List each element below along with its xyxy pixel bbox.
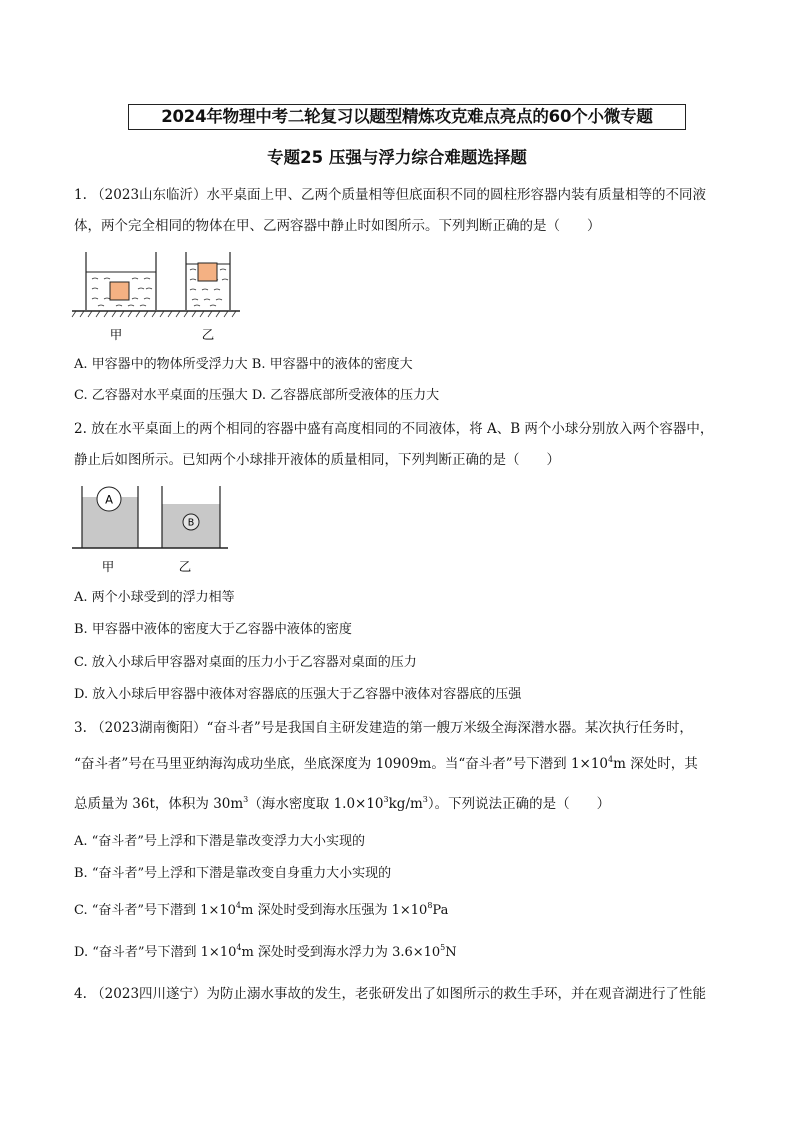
- document-subtitle: 专题25 压强与浮力综合难题选择题: [267, 148, 527, 167]
- q1-option-cd: C. 乙容器对水平桌面的压强大 D. 乙容器底部所受液体的压力大: [74, 388, 440, 403]
- q2-stem-line1: 2. 放在水平桌面上的两个相同的容器中盛有高度相同的不同液体，将 A、B 两个小球分别放入两个容器中，: [74, 421, 714, 437]
- q1-stem-line2: 体，两个完全相同的物体在甲、乙两容器中静止时如图所示。下列判断正确的是（ ）: [74, 218, 601, 234]
- q2-option-c: C. 放入小球后甲容器对桌面的压力小于乙容器对桌面的压力: [74, 655, 417, 670]
- q2-option-d: D. 放入小球后甲容器中液体对容器底的压强大于乙容器中液体对容器底的压强: [74, 687, 522, 702]
- q1-container-left: [86, 252, 156, 310]
- q1-label-right: 乙: [201, 327, 215, 342]
- q2-option-a: A. 两个小球受到的浮力相等: [74, 590, 235, 605]
- q1-option-ab: A. 甲容器中的物体所受浮力大 B. 甲容器中的液体的密度大: [74, 357, 413, 372]
- q3-option-b: B. “奋斗者”号上浮和下潜是靠改变自身重力大小实现的: [74, 866, 392, 881]
- q3-option-d: D. “奋斗者”号下潜到 $1\times 10^4m$ 深处时受到海水浮力为 $3.6\times 10^5N$: [74, 943, 457, 960]
- q3-stem-line2: “奋斗者”号在马里亚纳海沟成功坐底，坐底深度为 10909m。当“奋斗者”号下潜到 $1\times 10^4m$ 深处时，其: [74, 755, 698, 772]
- q2-ball-b-label: B: [187, 517, 195, 529]
- q1-container-right: [186, 252, 230, 310]
- document-main-title: 2024年物理中考二轮复习以题型精炼攻克难点亮点的60个小微专题: [128, 104, 686, 130]
- q2-ball-a-label: A: [105, 492, 113, 507]
- q2-stem-line2: 静止后如图所示。已知两个小球排开液体的质量相同，下列判断正确的是（ ）: [74, 452, 560, 468]
- q2-label-left: 甲: [101, 559, 115, 574]
- q3-stem-line3: 总质量为 36t，体积为 $30m^3$（海水密度取 $1.0\times 10^3kg/m^3$）。下列说法正确的是（ ）: [74, 795, 611, 812]
- q3-stem-line1: 3. （2023湖南衡阳）“奋斗者”号是我国自主研发建造的第一艘万米级全海深潜水器。某次执行任务时，: [74, 720, 693, 736]
- q3-option-a: A. “奋斗者”号上浮和下潜是靠改变浮力大小实现的: [74, 834, 365, 849]
- q4-stem-line1: 4. （2023四川遂宁）为防止溺水事故的发生，老张研发出了如图所示的救生手环，并在观音湖进行了性能: [74, 986, 707, 1002]
- q1-label-left: 甲: [109, 327, 123, 342]
- q2-label-right: 乙: [178, 559, 192, 574]
- q1-figure: [70, 246, 240, 344]
- q3-option-c: C. “奋斗者”号下潜到 $1\times 10^4m$ 深处时受到海水压强为 $1\times 10^8Pa$: [74, 901, 449, 918]
- q2-figure: [70, 483, 230, 575]
- q1-stem-line1: 1. （2023山东临沂）水平桌面上甲、乙两个质量相等但底面积不同的圆柱形容器内装有质量相等的不同液: [74, 187, 707, 203]
- q2-option-b: B. 甲容器中液体的密度大于乙容器中液体的密度: [74, 622, 352, 637]
